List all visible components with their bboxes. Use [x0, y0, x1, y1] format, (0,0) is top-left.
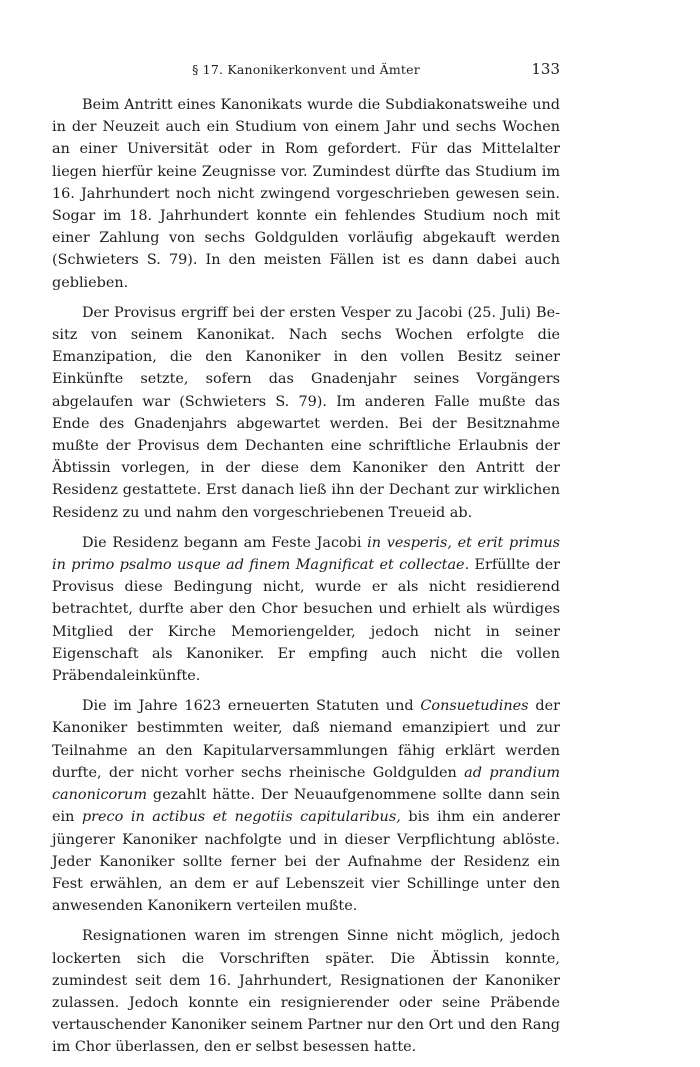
paragraph-statuten-1623	[52, 695, 560, 917]
latin-term-consuetudines: Consuetudines	[420, 698, 529, 715]
running-header	[52, 58, 560, 82]
book-page	[52, 58, 560, 1067]
paragraph-kanonikat-antritt: Beim Antritt eines Kanonikats wurde die Subdiakonatsweihe und in der Neuzeit auch ein Studium von einem Jahr und sechs Wochen an einer Universität oder in Rom gefordert. Für das Mittelalter liegen hierfür keine Zeugnisse vor. Zumindest dürfte das Studium im 16. Jahrhundert noch nicht zwingend vorgeschrieben gewesen sein. Sogar im 18. Jahrhundert konnte ein fehlendes Studium noch mit einer Zahlung von sechs Goldgulden vorläufig abgekauft werden (Schwieters S. 79). In den meisten Fällen ist es dann dabei auch geblieben.	[52, 97, 560, 291]
latin-term-ad-prandium: ad prandium canonicorum	[52, 764, 560, 804]
paragraph-residenz-beginn	[52, 532, 560, 687]
latin-term-preco: preco in actibus et negotiis capitularibus,	[81, 809, 401, 826]
paragraph-statuten-text-1: Die im Jahre 1623 erneuerten Statuten und	[82, 698, 421, 715]
paragraph-resignationen: Resignationen waren im strengen Sinne nicht möglich, jedoch lockerten sich die Vorschriften später. Die Äbtissin konnte, zumindest seit dem 16. Jahrhundert, Resignationen der Kanoniker zulassen. Jedoch konnte ein resignierender oder seine Präbende vertauschender Kanoniker seinem Partner nur den Ort und den Rang im Chor überlassen, den er selbst besessen hatte.	[52, 928, 560, 1056]
paragraph-residenz-text-2: . Erfüllte der Provisus diese Bedingung nicht, wurde er als nicht residierend betrachtet, durfte aber den Chor besuchen und erhielt als würdiges Mitglied der Kirche Memoriengelder, jedoch nicht in seiner Eigenschaft als Kanoniker. Er empfing auch nicht die vollen Präbendaleinkünfte.	[52, 557, 560, 685]
running-title: § 17. Kanonikerkonvent und Ämter	[192, 62, 420, 77]
paragraph-statuten-text-3: gezahlt hätte. Der Neuaufgenommene sollte dann sein ein	[52, 787, 560, 826]
paragraph-statuten-text-4: bis ihm ein anderer jüngerer Kanoniker nachfolgte und in dieser Verpflichtung ablöste. Jeder Kanoniker sollte ferner bei der Aufnahme der Residenz ein Fest erwählen, an dem er auf Lebenszeit vier Schillinge unter den anwesenden Kanonikern verteilen mußte.	[52, 809, 560, 915]
paragraph-provisus-besitz: Der Provisus ergriff bei der ersten Vesper zu Jacobi (25. Juli) Besitz von seinem Kanonikat. Nach sechs Wochen erfolgte die Emanzipation, die den Kanoniker in den vollen Besitz seiner Einkünfte setzte, sofern das Gnadenjahr seines Vorgängers abgelaufen war (Schwieters S. 79). Im anderen Falle mußte das Ende des Gnadenjahrs abgewartet werden. Bei der Besitznahme mußte der Provisus dem Dechanten eine schriftliche Erlaubnis der Äbtissin vorlegen, in der diese dem Kanoniker den Antritt der Residenz gestattete. Erst danach ließ ihn der Dechant zur wirklichen Residenz zu und nahm den vorgeschriebenen Treueid ab.	[52, 304, 560, 521]
latin-quote-vesperis: in vesperis, et erit primus in primo psalmo usque ad finem Magnificat et collectae	[52, 534, 560, 574]
body-text	[52, 94, 560, 1059]
paragraph-statuten-text-2: der Kanoniker bestimmten weiter, daß niemand emanzipiert und zur Teilnahme an den Kapitularversammlungen fähig erklärt werden durfte, der nicht vorher sechs rheinische Goldgulden	[52, 698, 561, 781]
paragraph-residenz-text-1: Die Residenz begann am Feste Jacobi	[82, 534, 368, 551]
page-number: 133	[531, 60, 560, 78]
